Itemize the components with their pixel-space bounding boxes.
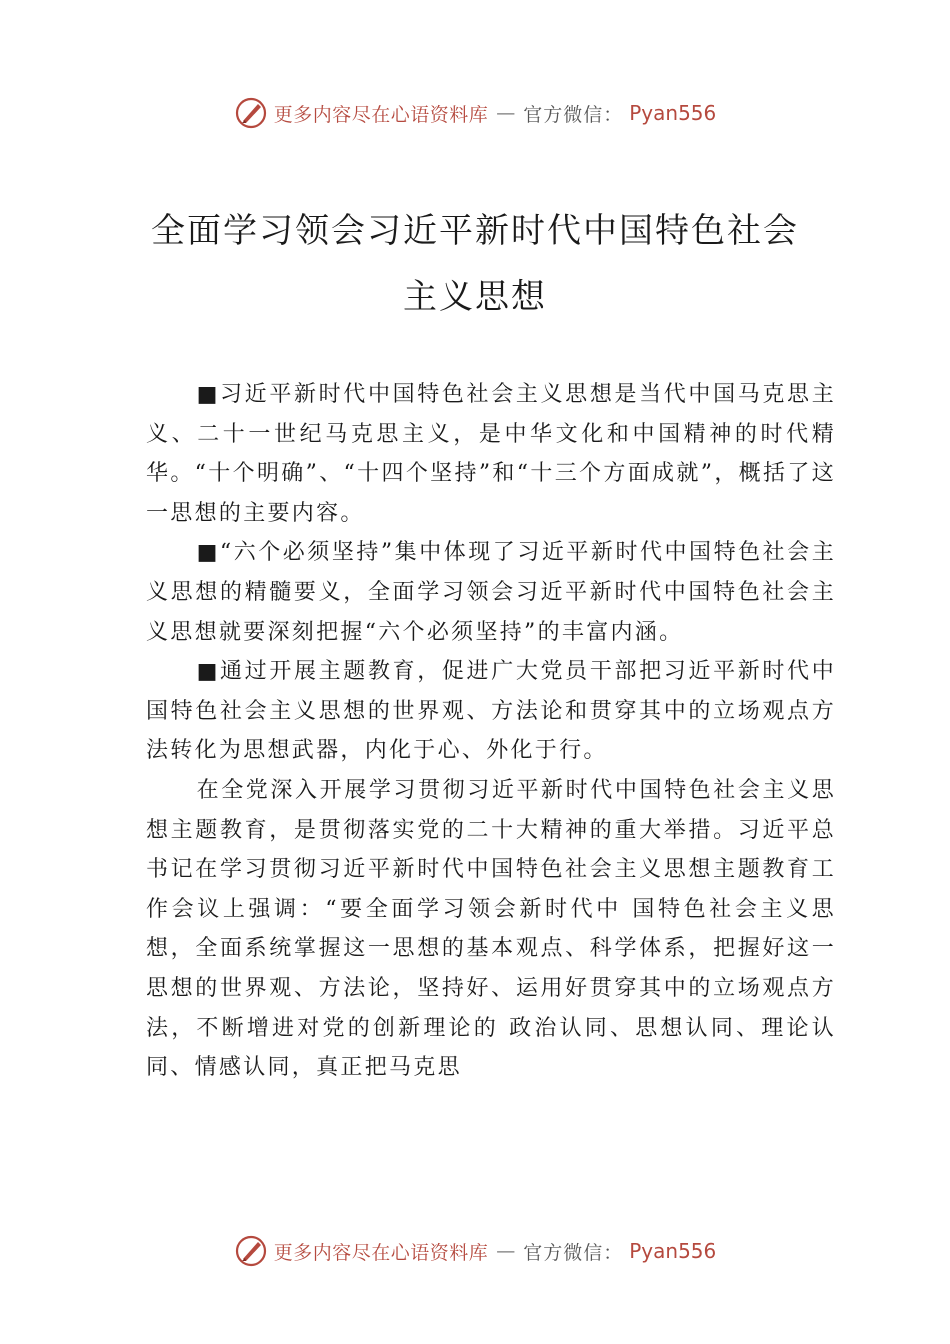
brush-logo-icon	[234, 96, 268, 130]
watermark-wechat-id: Pyan556	[629, 1239, 717, 1263]
watermark-label: 官方微信：	[523, 1241, 624, 1264]
document-body	[146, 375, 836, 1088]
watermark-site: 更多内容尽在心语资料库	[273, 103, 489, 126]
header-watermark	[0, 96, 950, 130]
title-line-1: 全面学习领会习近平新时代中国特色社会	[151, 211, 799, 251]
watermark-separator: —	[496, 1240, 516, 1262]
brush-logo-icon	[234, 1234, 268, 1268]
paragraph: ■习近平新时代中国特色社会主义思想是当代中国马克思主义、二十一世纪马克思主义，是中华文化和中国精神的时代精华。“十个明确”、“十四个坚持”和“十三个方面成就”，概括了这一思想的主要内容。	[146, 382, 836, 526]
paragraph: ■“六个必须坚持”集中体现了习近平新时代中国特色社会主义思想的精髓要义，全面学习领会习近平新时代中国特色社会主义思想就要深刻把握“六个必须坚持”的丰富内涵。	[146, 540, 836, 645]
document-title	[120, 198, 830, 330]
watermark-site: 更多内容尽在心语资料库	[273, 1241, 489, 1264]
watermark-wechat-id: Pyan556	[629, 101, 717, 125]
watermark-label: 官方微信：	[523, 103, 624, 126]
footer-watermark	[0, 1234, 950, 1268]
title-line-2: 主义思想	[403, 277, 547, 317]
paragraph: 在全党深入开展学习贯彻习近平新时代中国特色社会主义思想主题教育，是贯彻落实党的二十大精神的重大举措。习近平总书记在学习贯彻习近平新时代中国特色社会主义思想主题教育工作会议上强调：“要全面学习领会新时代中 国特色社会主义思想，全面系统掌握这一思想的基本观点、科学体系，把握好这一思想的世界观、方法论，坚持好、运用好贯穿其中的立场观点方法，不断增进对党的创新理论的 政治认同、思想认同、理论认同、情感认同，真正把马克思	[146, 777, 836, 1081]
paragraph: ■通过开展主题教育，促进广大党员干部把习近平新时代中国特色社会主义思想的世界观、方法论和贯穿其中的立场观点方法转化为思想武器，内化于心、外化于行。	[146, 659, 836, 764]
watermark-separator: —	[496, 102, 516, 124]
